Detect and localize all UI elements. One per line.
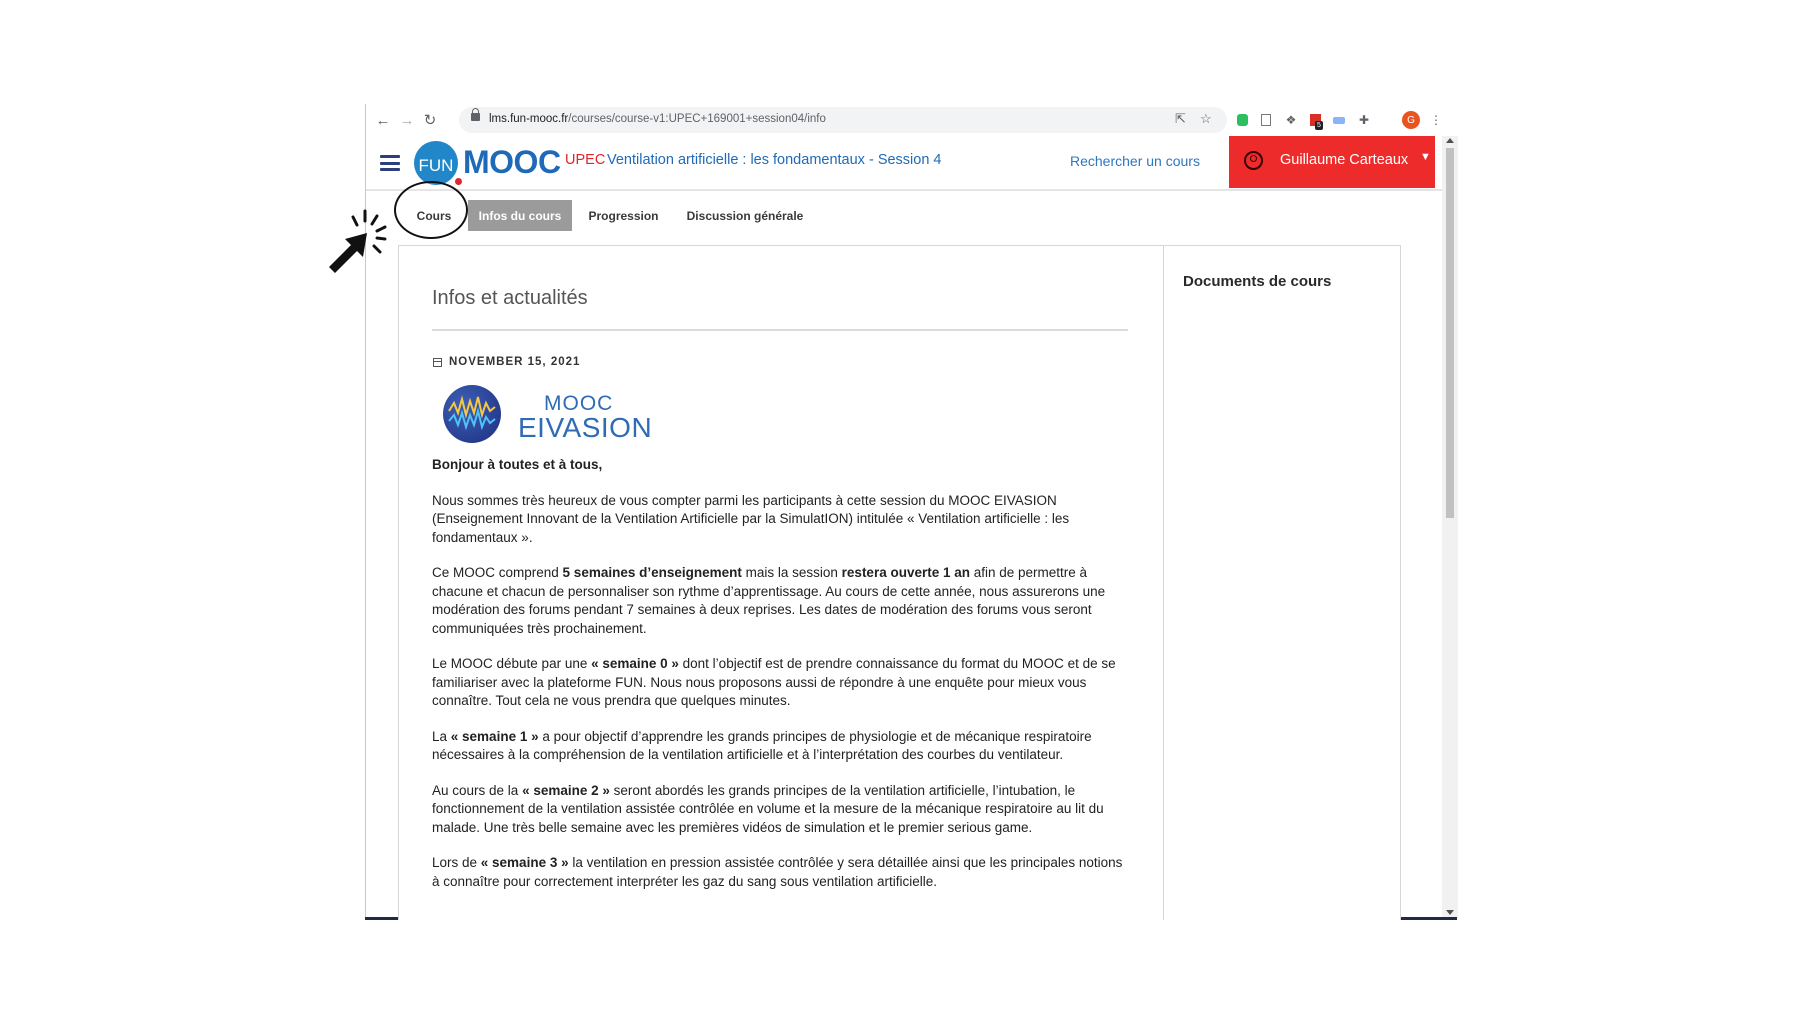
paragraph-week-0: Le MOOC débute par une « semaine 0 » dont l’objectif est de prendre connaissance du format du MOOC et de se familiariser avec la plateforme FUN. Nous nous proposons aussi de répondre à une enquête pour mieux vous connaître. Tout cela ne vous prendra que quelques minutes.: [432, 656, 1116, 708]
extension-icon[interactable]: [1331, 112, 1347, 128]
page-title: Infos et actualités: [432, 287, 588, 310]
evernote-icon[interactable]: [1234, 112, 1250, 128]
pdf-icon[interactable]: 5: [1307, 112, 1323, 128]
course-title: Ventilation artificielle : les fondamentaux - Session 4: [607, 152, 942, 168]
logo-dot: [455, 178, 462, 185]
tab-cours[interactable]: Cours: [416, 208, 452, 223]
calendar-icon: [433, 358, 442, 367]
click-cursor-icon: [325, 207, 395, 277]
scroll-down-arrow[interactable]: [1446, 910, 1454, 915]
profile-avatar[interactable]: G: [1402, 111, 1420, 129]
dropbox-icon[interactable]: ❖: [1285, 113, 1297, 127]
update-date: NOVEMBER 15, 2021: [449, 356, 581, 368]
forward-icon[interactable]: →: [399, 111, 415, 129]
update-article: [432, 456, 1132, 908]
mooc-logo-text[interactable]: MOOC: [463, 144, 561, 180]
puzzle-icon[interactable]: ✚: [1358, 113, 1370, 127]
reader-icon[interactable]: [1258, 112, 1274, 128]
paragraph-week-2: Au cours de la « semaine 2 » seront abordés les grands principes de la ventilation artificielle, l’intubation, le fonctionnement de la ventilation assistée contrôlée en volume et la mesure de la mécanique respiratoire au lit du malade. Une très belle semaine avec les premières vidéos de simulation et le premier serious game.: [432, 782, 1104, 835]
page-margin-bottom: [0, 920, 1800, 1013]
fun-logo[interactable]: FUN: [414, 141, 458, 185]
share-icon[interactable]: ⇱: [1175, 111, 1186, 126]
tab-progression[interactable]: Progression: [588, 208, 659, 223]
course-documents-title: Documents de cours: [1183, 273, 1332, 290]
user-menu-button[interactable]: [1229, 136, 1435, 188]
back-icon[interactable]: ←: [375, 111, 391, 129]
course-info-card: [398, 245, 1401, 927]
highlight-circle: [394, 181, 468, 239]
kebab-menu-icon[interactable]: ⋮: [1430, 113, 1442, 127]
user-name: Guillaume Carteaux: [1280, 152, 1409, 168]
site-header: [366, 136, 1442, 191]
course-org: UPEC: [565, 152, 606, 168]
title-divider: [432, 329, 1128, 331]
page-scrollbar[interactable]: [1442, 136, 1458, 918]
updates-column: [399, 246, 1164, 926]
logo-eivasion-text: EIVASION: [518, 412, 653, 443]
address-bar[interactable]: [459, 107, 1227, 133]
reload-icon[interactable]: ↻: [423, 112, 437, 129]
url-text[interactable]: lms.fun-mooc.fr/courses/course-v1:UPEC+169001+session04/info: [489, 113, 826, 125]
search-course-link[interactable]: Rechercher un cours: [1070, 153, 1200, 169]
scroll-thumb[interactable]: [1446, 148, 1454, 518]
paragraph-intro: Nous sommes très heureux de vous compter parmi les participants à cette session du MOOC EIVASION (Enseignement Innovant de la Ventilation Artificielle par la SimulatION) intitulée « Ventilation artificielle : les fondamentaux ».: [432, 492, 1070, 545]
paragraph-week-3: Lors de « semaine 3 » la ventilation en pression assistée contrôlée y sera détaillée ainsi que les principales notions à connaître pour correctement interpréter les gaz du sang sous ventilation artificielle.: [432, 855, 1123, 889]
paragraph-duration: Ce MOOC comprend 5 semaines d’enseignement mais la session restera ouverte 1 an afin de permettre à chacune et chacun de personnaliser son rythme d’apprentissage. Au cours de cette année, nous assurerons une modération des forums pendant 7 semaines à deux reprises. Les dates de modération des forums vous seront communiquées très prochainement.: [432, 565, 1106, 636]
eivasion-globe-logo: [443, 385, 501, 443]
greeting: Bonjour à toutes et à tous,: [432, 457, 603, 472]
paragraph-week-1: La « semaine 1 » a pour objectif d’apprendre les grands principes de physiologie et de mécanique respiratoire nécessaires à la compréhension de la ventilation artificielle et à l’interprétation des courbes du ventilateur.: [432, 728, 1092, 762]
tab-infos-du-cours[interactable]: Infos du cours: [468, 200, 572, 231]
logo-mooc-text: MOOC: [544, 392, 614, 415]
tab-discussion-generale[interactable]: Discussion générale: [686, 208, 804, 223]
scroll-up-arrow[interactable]: [1446, 138, 1454, 143]
caret-down-icon: ▼: [1420, 151, 1431, 163]
lock-icon[interactable]: [471, 113, 480, 121]
hamburger-menu-icon[interactable]: [380, 155, 400, 171]
browser-toolbar: [366, 104, 1458, 136]
star-icon[interactable]: ☆: [1200, 111, 1212, 126]
user-icon: [1244, 151, 1263, 170]
